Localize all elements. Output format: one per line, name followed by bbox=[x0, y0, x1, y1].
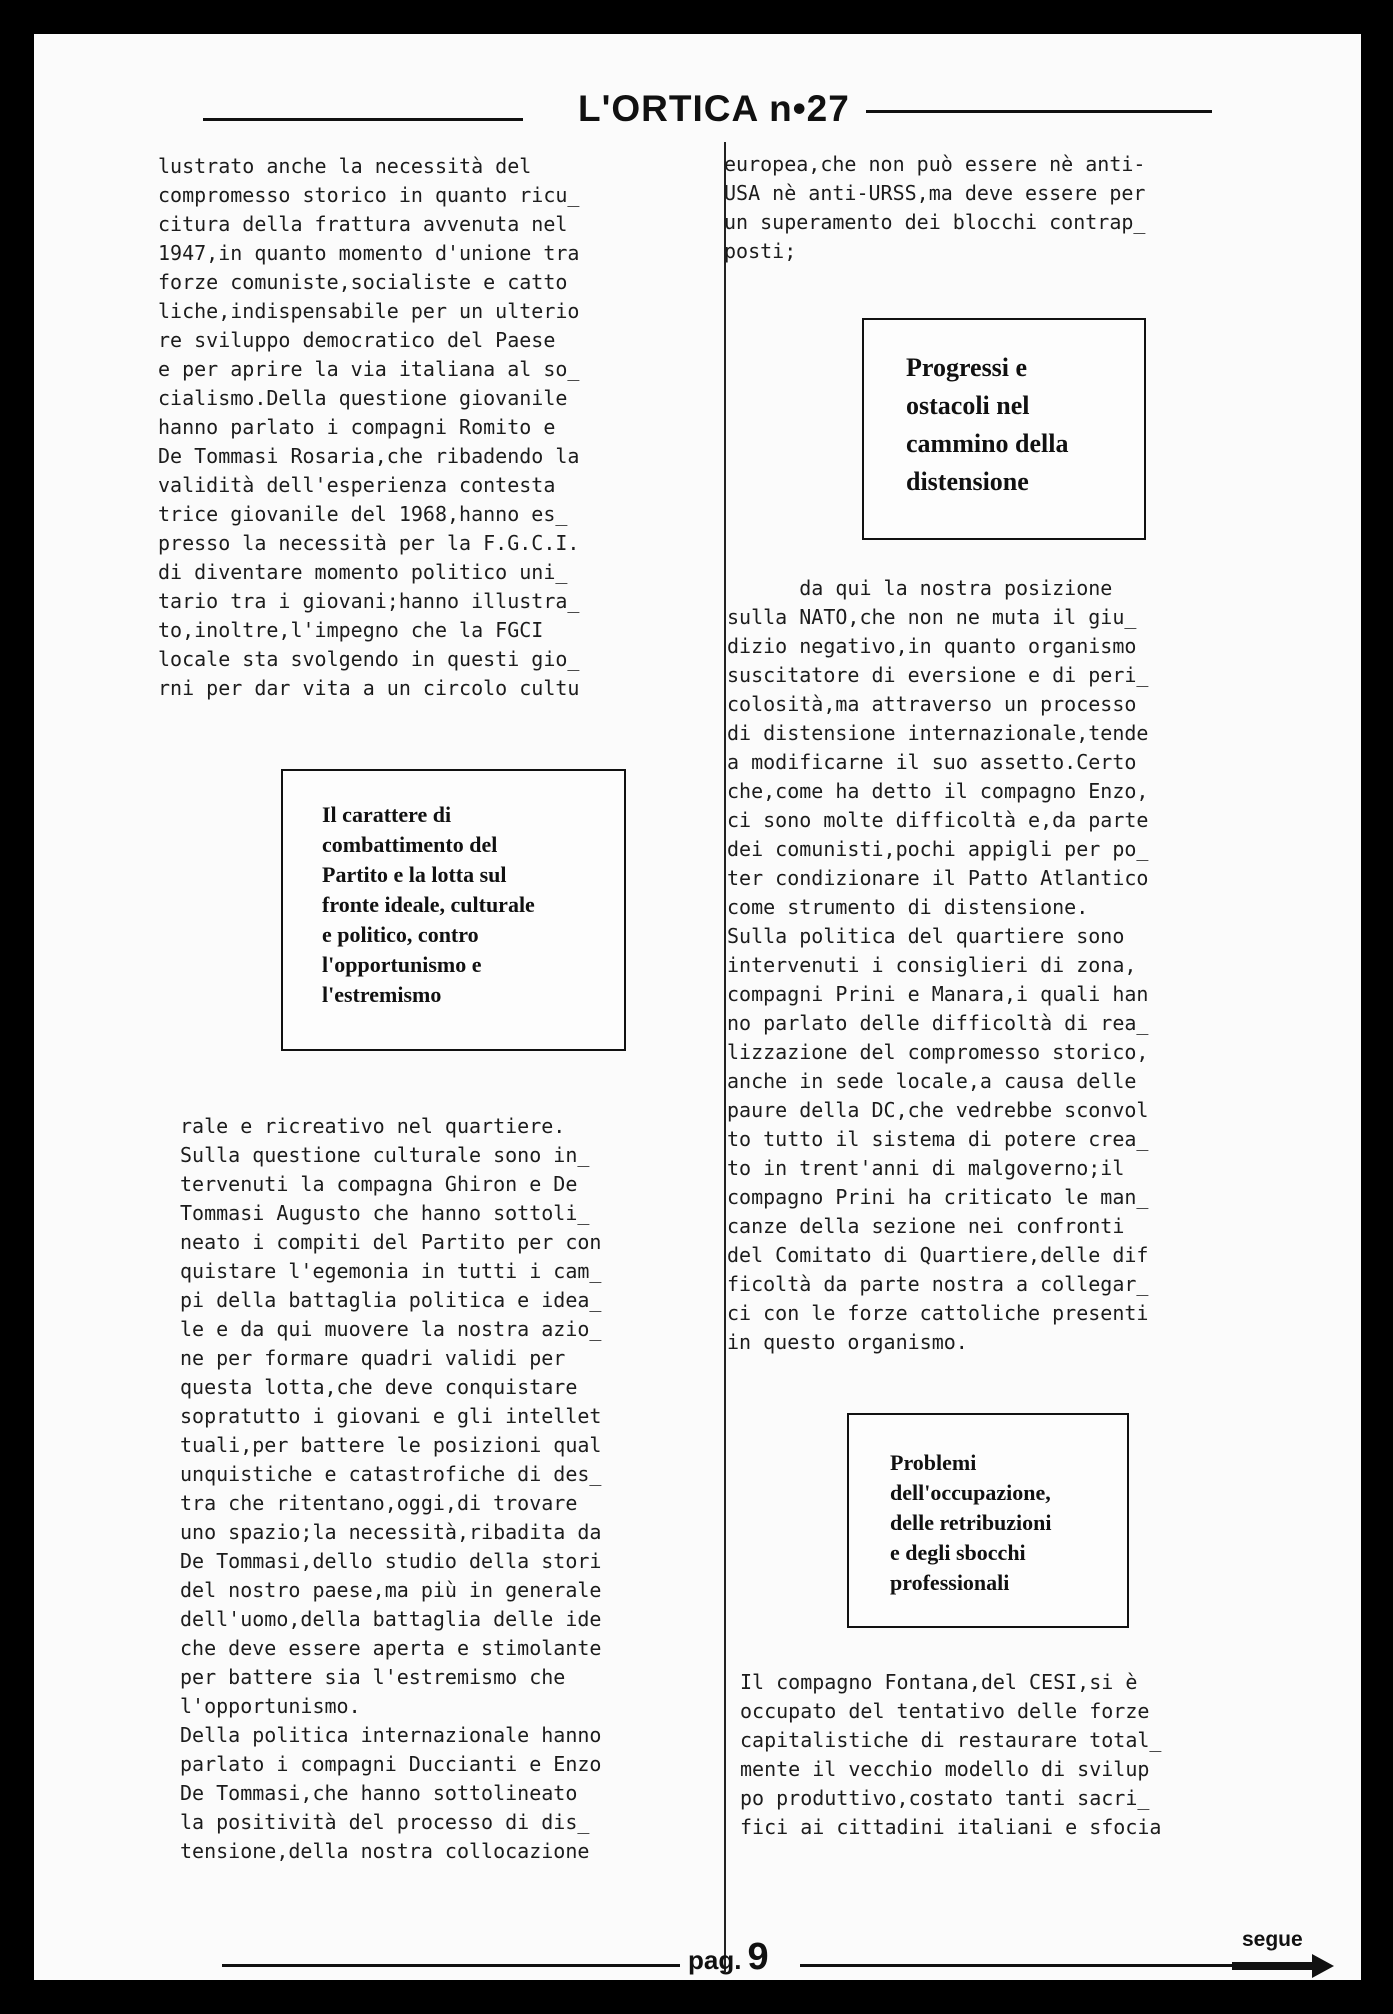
text-line: europea,che non può essere nè anti- bbox=[724, 152, 1146, 176]
text-line: forze comuniste,socialiste e catto bbox=[158, 270, 568, 294]
text-line: uno spazio;la necessità,ribadita da bbox=[180, 1520, 602, 1544]
text-line: di diventare momento politico uni_ bbox=[158, 560, 568, 584]
text-line: intervenuti i consiglieri di zona, bbox=[727, 953, 1137, 977]
headline-line: dell'occupazione, bbox=[890, 1480, 1051, 1505]
headline-line: e degli sbocchi bbox=[890, 1540, 1026, 1565]
headline-line: l'opportunismo e bbox=[322, 952, 482, 977]
text-line: compagni Prini e Manara,i quali han bbox=[727, 982, 1149, 1006]
text-line: dizio negativo,in quanto organismo bbox=[727, 634, 1137, 658]
text-line: fici ai cittadini italiani e sfocia bbox=[740, 1815, 1162, 1839]
text-line: come strumento di distensione. bbox=[727, 895, 1089, 919]
right-column-bottom-text bbox=[740, 1668, 1161, 1842]
right-column-middle-text bbox=[727, 574, 1148, 1357]
text-line: De Tommasi,dello studio della stori bbox=[180, 1549, 602, 1573]
text-line: le e da qui muovere la nostra azio_ bbox=[180, 1317, 602, 1341]
headline-line: delle retribuzioni bbox=[890, 1510, 1052, 1535]
page-number-value: 9 bbox=[747, 1936, 769, 1978]
headline-line: e politico, contro bbox=[322, 922, 479, 947]
text-line: quistare l'egemonia in tutti i cam_ bbox=[180, 1259, 602, 1283]
right-column-top-text bbox=[724, 150, 1145, 266]
text-line: occupato del tentativo delle forze bbox=[740, 1699, 1150, 1723]
headline-line: Partito e la lotta sul bbox=[322, 862, 507, 887]
text-line: Il compagno Fontana,del CESI,si è bbox=[740, 1670, 1138, 1694]
text-line: a modificarne il suo assetto.Certo bbox=[727, 750, 1137, 774]
page-number bbox=[688, 1936, 769, 1979]
text-line: De Tommasi,che hanno sottolineato bbox=[180, 1781, 578, 1805]
text-line: po produttivo,costato tanti sacri_ bbox=[740, 1786, 1150, 1810]
text-line: posti; bbox=[724, 239, 797, 263]
text-line: che deve essere aperta e stimolante bbox=[180, 1636, 602, 1660]
text-line: colosità,ma attraverso un processo bbox=[727, 692, 1137, 716]
headline-line: cammino della bbox=[906, 429, 1069, 458]
text-line: lizzazione del compromesso storico, bbox=[727, 1040, 1149, 1064]
text-line: Sulla politica del quartiere sono bbox=[727, 924, 1125, 948]
headline-line: fronte ideale, culturale bbox=[322, 892, 535, 917]
left-column-top-text bbox=[158, 152, 579, 703]
right-headline-title-2 bbox=[890, 1448, 1052, 1598]
text-line: l'opportunismo. bbox=[180, 1694, 361, 1718]
masthead-title: L'ORTICA n•27 bbox=[578, 88, 850, 129]
text-line: Tommasi Augusto che hanno sottoli_ bbox=[180, 1201, 590, 1225]
text-line: to tutto il sistema di potere crea_ bbox=[727, 1127, 1149, 1151]
text-line: ficoltà da parte nostra a collegar_ bbox=[727, 1272, 1149, 1296]
left-column-bottom-text bbox=[180, 1112, 601, 1866]
text-line: compagno Prini ha criticato le man_ bbox=[727, 1185, 1149, 1209]
headline-line: combattimento del bbox=[322, 832, 498, 857]
text-line: De Tommasi Rosaria,che ribadendo la bbox=[158, 444, 580, 468]
text-line: canze della sezione nei confronti bbox=[727, 1214, 1125, 1238]
text-line: rale e ricreativo nel quartiere. bbox=[180, 1114, 566, 1138]
text-line: tuali,per battere le posizioni qual bbox=[180, 1433, 602, 1457]
text-line: to in trent'anni di malgoverno;il bbox=[727, 1156, 1125, 1180]
headline-line: Problemi bbox=[890, 1450, 977, 1475]
text-line: un superamento dei blocchi contrap_ bbox=[724, 210, 1146, 234]
text-line: del Comitato di Quartiere,delle dif bbox=[727, 1243, 1149, 1267]
text-line: da qui la nostra posizione bbox=[727, 576, 1113, 600]
text-line: e per aprire la via italiana al so_ bbox=[158, 357, 580, 381]
text-line: sopratutto i giovani e gli intellet bbox=[180, 1404, 602, 1428]
text-line: ci con le forze cattoliche presenti bbox=[727, 1301, 1149, 1325]
text-line: no parlato delle difficoltà di rea_ bbox=[727, 1011, 1149, 1035]
text-line: questa lotta,che deve conquistare bbox=[180, 1375, 578, 1399]
text-line: tervenuti la compagna Ghiron e De bbox=[180, 1172, 578, 1196]
header-rule-right bbox=[866, 110, 1212, 113]
text-line: paure della DC,che vedrebbe sconvol bbox=[727, 1098, 1149, 1122]
text-line: per battere sia l'estremismo che bbox=[180, 1665, 566, 1689]
footer-rule-left bbox=[222, 1964, 680, 1967]
text-line: to,inoltre,l'impegno che la FGCI bbox=[158, 618, 544, 642]
headline-line: Il carattere di bbox=[322, 802, 452, 827]
text-line: presso la necessità per la F.G.C.I. bbox=[158, 531, 580, 555]
text-line: tra che ritentano,oggi,di trovare bbox=[180, 1491, 578, 1515]
text-line: compromesso storico in quanto ricu_ bbox=[158, 183, 580, 207]
text-line: hanno parlato i compagni Romito e bbox=[158, 415, 556, 439]
text-line: sulla NATO,che non ne muta il giu_ bbox=[727, 605, 1137, 629]
text-line: ter condizionare il Patto Atlantico bbox=[727, 866, 1149, 890]
text-line: neato i compiti del Partito per con bbox=[180, 1230, 602, 1254]
arrow-right-icon bbox=[1312, 1954, 1334, 1978]
text-line: lustrato anche la necessità del bbox=[158, 154, 532, 178]
text-line: la positività del processo di dis_ bbox=[180, 1810, 590, 1834]
arrow-right-icon-shaft bbox=[1232, 1962, 1314, 1970]
text-line: capitalistiche di restaurare total_ bbox=[740, 1728, 1162, 1752]
text-line: anche in sede locale,a causa delle bbox=[727, 1069, 1137, 1093]
text-line: ne per formare quadri validi per bbox=[180, 1346, 566, 1370]
text-line: suscitatore di eversione e di peri_ bbox=[727, 663, 1149, 687]
text-line: parlato i compagni Duccianti e Enzo bbox=[180, 1752, 602, 1776]
text-line: mente il vecchio modello di svilup bbox=[740, 1757, 1150, 1781]
text-line: di distensione internazionale,tende bbox=[727, 721, 1149, 745]
text-line: che,come ha detto il compagno Enzo, bbox=[727, 779, 1149, 803]
text-line: dell'uomo,della battaglia delle ide bbox=[180, 1607, 602, 1631]
text-line: Sulla questione culturale sono in_ bbox=[180, 1143, 590, 1167]
text-line: validità dell'esperienza contesta bbox=[158, 473, 556, 497]
text-line: tario tra i giovani;hanno illustra_ bbox=[158, 589, 580, 613]
text-line: dei comunisti,pochi appigli per po_ bbox=[727, 837, 1149, 861]
text-line: tensione,della nostra collocazione bbox=[180, 1839, 590, 1863]
headline-line: distensione bbox=[906, 467, 1029, 496]
column-divider bbox=[724, 142, 726, 1972]
headline-line: l'estremismo bbox=[322, 982, 442, 1007]
headline-line: Progressi e bbox=[906, 353, 1028, 382]
text-line: citura della frattura avvenuta nel bbox=[158, 212, 568, 236]
text-line: ci sono molte difficoltà e,da parte bbox=[727, 808, 1149, 832]
text-line: re sviluppo democratico del Paese bbox=[158, 328, 556, 352]
text-line: USA nè anti-URSS,ma deve essere per bbox=[724, 181, 1146, 205]
continue-label[interactable]: segue bbox=[1242, 1928, 1303, 1951]
footer-rule-right bbox=[800, 1964, 1238, 1967]
text-line: liche,indispensabile per un ulterio bbox=[158, 299, 580, 323]
text-line: trice giovanile del 1968,hanno es_ bbox=[158, 502, 568, 526]
text-line: cialismo.Della questione giovanile bbox=[158, 386, 568, 410]
text-line: unquistiche e catastrofiche di des_ bbox=[180, 1462, 602, 1486]
text-line: del nostro paese,ma più in generale bbox=[180, 1578, 602, 1602]
text-line: Della politica internazionale hanno bbox=[180, 1723, 602, 1747]
header-rule-left bbox=[203, 118, 523, 121]
text-line: in questo organismo. bbox=[727, 1330, 968, 1354]
page-label: pag. bbox=[688, 1945, 742, 1975]
text-line: locale sta svolgendo in questi gio_ bbox=[158, 647, 580, 671]
text-line: pi della battaglia politica e idea_ bbox=[180, 1288, 602, 1312]
left-headline-title bbox=[322, 800, 535, 1010]
right-headline-title-1 bbox=[906, 349, 1069, 501]
text-line: 1947,in quanto momento d'unione tra bbox=[158, 241, 580, 265]
headline-line: ostacoli nel bbox=[906, 391, 1030, 420]
headline-line: professionali bbox=[890, 1570, 1010, 1595]
text-line: rni per dar vita a un circolo cultu bbox=[158, 676, 580, 700]
